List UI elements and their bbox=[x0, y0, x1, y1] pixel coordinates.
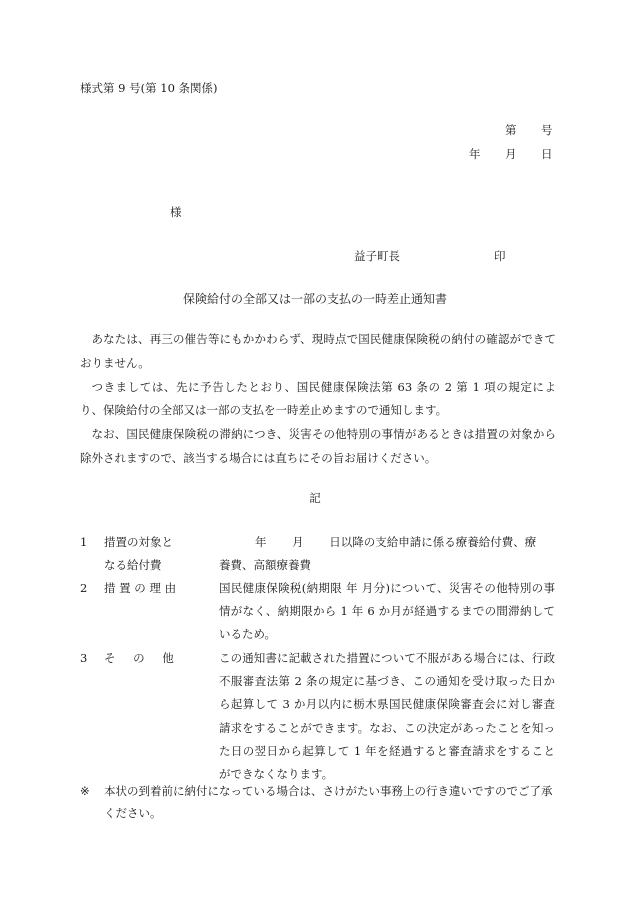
body-text bbox=[80, 328, 556, 471]
item-3-label: そ の 他 bbox=[104, 651, 174, 665]
item-2-body: 国民健康保険税(納期限 年 月分)について、災害その他特別の事情がなく、納期限から 1 年 6 か月が経過するまでの間滞納しているため。 bbox=[219, 581, 555, 642]
body-paragraph-1: あなたは、再三の催告等にもかかわらず、現時点で国民健康保険税の納付の確認ができておりません。 bbox=[80, 332, 556, 370]
item-3-body: この通知書に記載された措置について不服がある場合には、行政不服審査法第 2 条の規定に基づき、この通知を受け取った日から起算して 3 か月以内に栃木県国民健康保険審査会に対し審査請求をすることができます。なお、この決定があったことを知った日の翌日から起算して 1 年を経過すると審査請求をすることができなくなります。 bbox=[219, 651, 555, 782]
seal-mark: 印 bbox=[494, 249, 506, 263]
body-paragraph-3: なお、国民健康保険税の滞納につき、災害その他特別の事情があるときは措置の対象から除外されますので、該当する場合には直ちにその旨お届けください。 bbox=[80, 427, 556, 465]
note-text: 本状の到着前に納付になっている場合は、さけがたい事務上の行き違いですのでご了承ください。 bbox=[104, 784, 553, 820]
document-number-dai: 第 bbox=[505, 123, 517, 137]
footnote bbox=[80, 780, 556, 824]
item-1-body-line1: 年 月 日以降の支給申請に係る療養給付費、療 bbox=[255, 535, 537, 549]
item-1-label-line2: なる給付費 bbox=[104, 558, 162, 572]
item-2-number: 2 bbox=[80, 581, 88, 595]
issuer-name: 益子町長 bbox=[354, 249, 400, 263]
ki-heading: 記 bbox=[309, 491, 321, 505]
item-1-number: 1 bbox=[80, 535, 88, 549]
body-paragraph-2: つきましては、先に予告したとおり、国民健康保険法第 63 条の 2 第 1 項の規定により、保険給付の全部又は一部の支払を一時差止めますので通知します。 bbox=[80, 379, 556, 418]
date-year: 年 bbox=[469, 147, 481, 161]
document-number-go: 号 bbox=[541, 123, 553, 137]
note-mark: ※ bbox=[80, 784, 90, 798]
item-1-label-line1: 措置の対象と bbox=[104, 535, 173, 549]
item-2-label: 措 置 の 理 由 bbox=[104, 581, 177, 595]
item-3-number: 3 bbox=[80, 651, 88, 665]
addressee-suffix: 様 bbox=[170, 205, 182, 219]
date-month: 月 bbox=[505, 147, 517, 161]
item-1-body-line2: 養費、高額療養費 bbox=[219, 558, 311, 572]
form-number: 様式第 9 号(第 10 条関係) bbox=[80, 81, 218, 95]
date-day: 日 bbox=[541, 147, 553, 161]
document-title: 保険給付の全部又は一部の支払の一時差止通知書 bbox=[182, 292, 447, 306]
